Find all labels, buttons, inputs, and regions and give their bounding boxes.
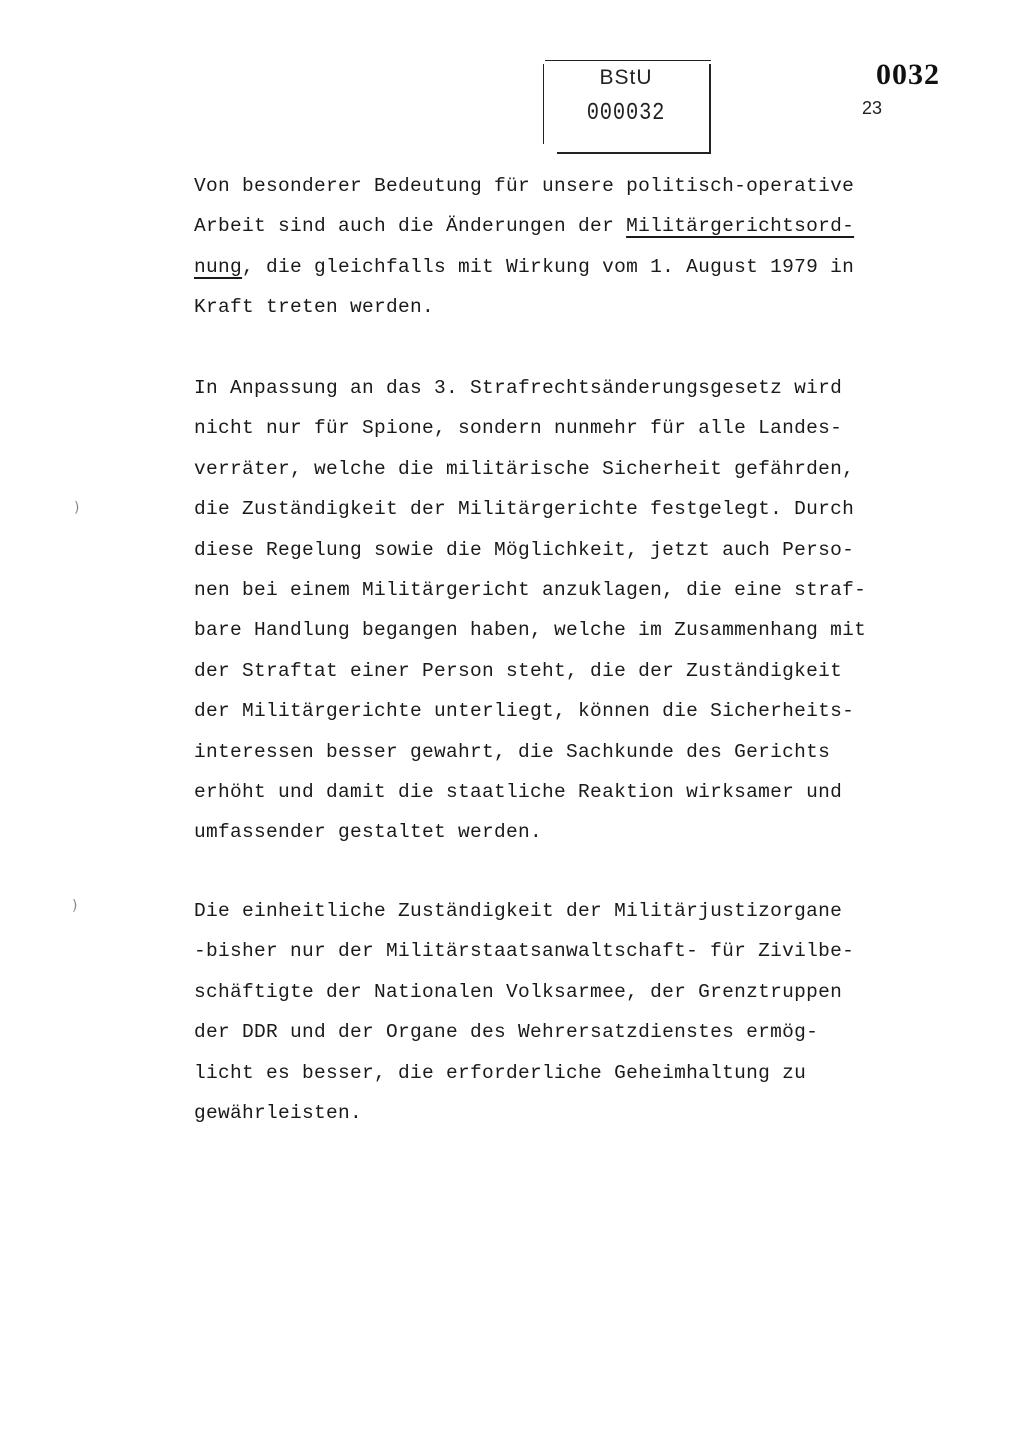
text-line: der Militärgerichte unterliegt, können die Sicherheits- [194,700,855,723]
text-line: nung, die gleichfalls mit Wirkung vom 1. August 1979 in [194,255,855,278]
text-line: diese Regelung sowie die Möglichkeit, jetzt auch Perso- [194,538,855,561]
stamp-organization: BStU [599,66,653,89]
text-line: der DDR und der Organe des Wehrersatzdienstes ermög- [194,1021,819,1044]
text-line: die Zuständigkeit der Militärgerichte festgelegt. Durch [194,498,855,521]
scan-artifact: ) [72,898,78,914]
text-line: nen bei einem Militärgericht anzuklagen, die eine straf- [194,578,867,601]
text-line: interessen besser gewahrt, die Sachkunde des Gerichts [194,740,831,763]
text-line: licht es besser, die erforderliche Geheimhaltung zu [194,1061,807,1084]
scan-artifact: ) [74,500,80,516]
text-line: verräter, welche die militärische Sicherheit gefährden, [194,457,855,480]
text-line: schäftigte der Nationalen Volksarmee, der Grenztruppen [194,980,843,1003]
paragraph-2 [194,368,894,853]
text-line: bare Handlung begangen haben, welche im Zusammenhang mit [194,619,867,642]
stamp-border-right [709,64,711,152]
page-number: 23 [862,98,883,118]
archive-stamp [543,60,711,156]
text-line: In Anpassung an das 3. Strafrechtsänderungsgesetz wird [194,377,843,399]
text-line: Die einheitliche Zuständigkeit der Militärjustizorgane [194,900,843,922]
underlined-term: nung [194,255,243,278]
text-line: Von besonderer Bedeutung für unsere politisch-operative [194,175,855,197]
text-line: Kraft treten werden. [194,296,435,319]
folio-number: 0032 [876,58,940,91]
stamp-number: 000032 [586,100,666,127]
stamp-border-top [545,60,711,61]
text-line: gewährleisten. [194,1101,363,1124]
underlined-term: Militärgerichtsord- [626,215,855,238]
text-line: nicht nur für Spione, sondern nunmehr für alle Landes- [194,417,843,440]
text-line: erhöht und damit die staatliche Reaktion wirksamer und [194,780,843,803]
paragraph-3 [194,891,894,1133]
paragraph-1 [194,166,894,328]
stamp-border-bottom [557,152,711,154]
text-line: -bisher nur der Militärstaatsanwaltschaft- für Zivilbe- [194,940,855,963]
text-line: Arbeit sind auch die Änderungen der Militärgerichtsord- [194,215,855,238]
text-line: umfassender gestaltet werden. [194,821,543,844]
text-line: der Straftat einer Person steht, die der Zuständigkeit [194,659,843,682]
